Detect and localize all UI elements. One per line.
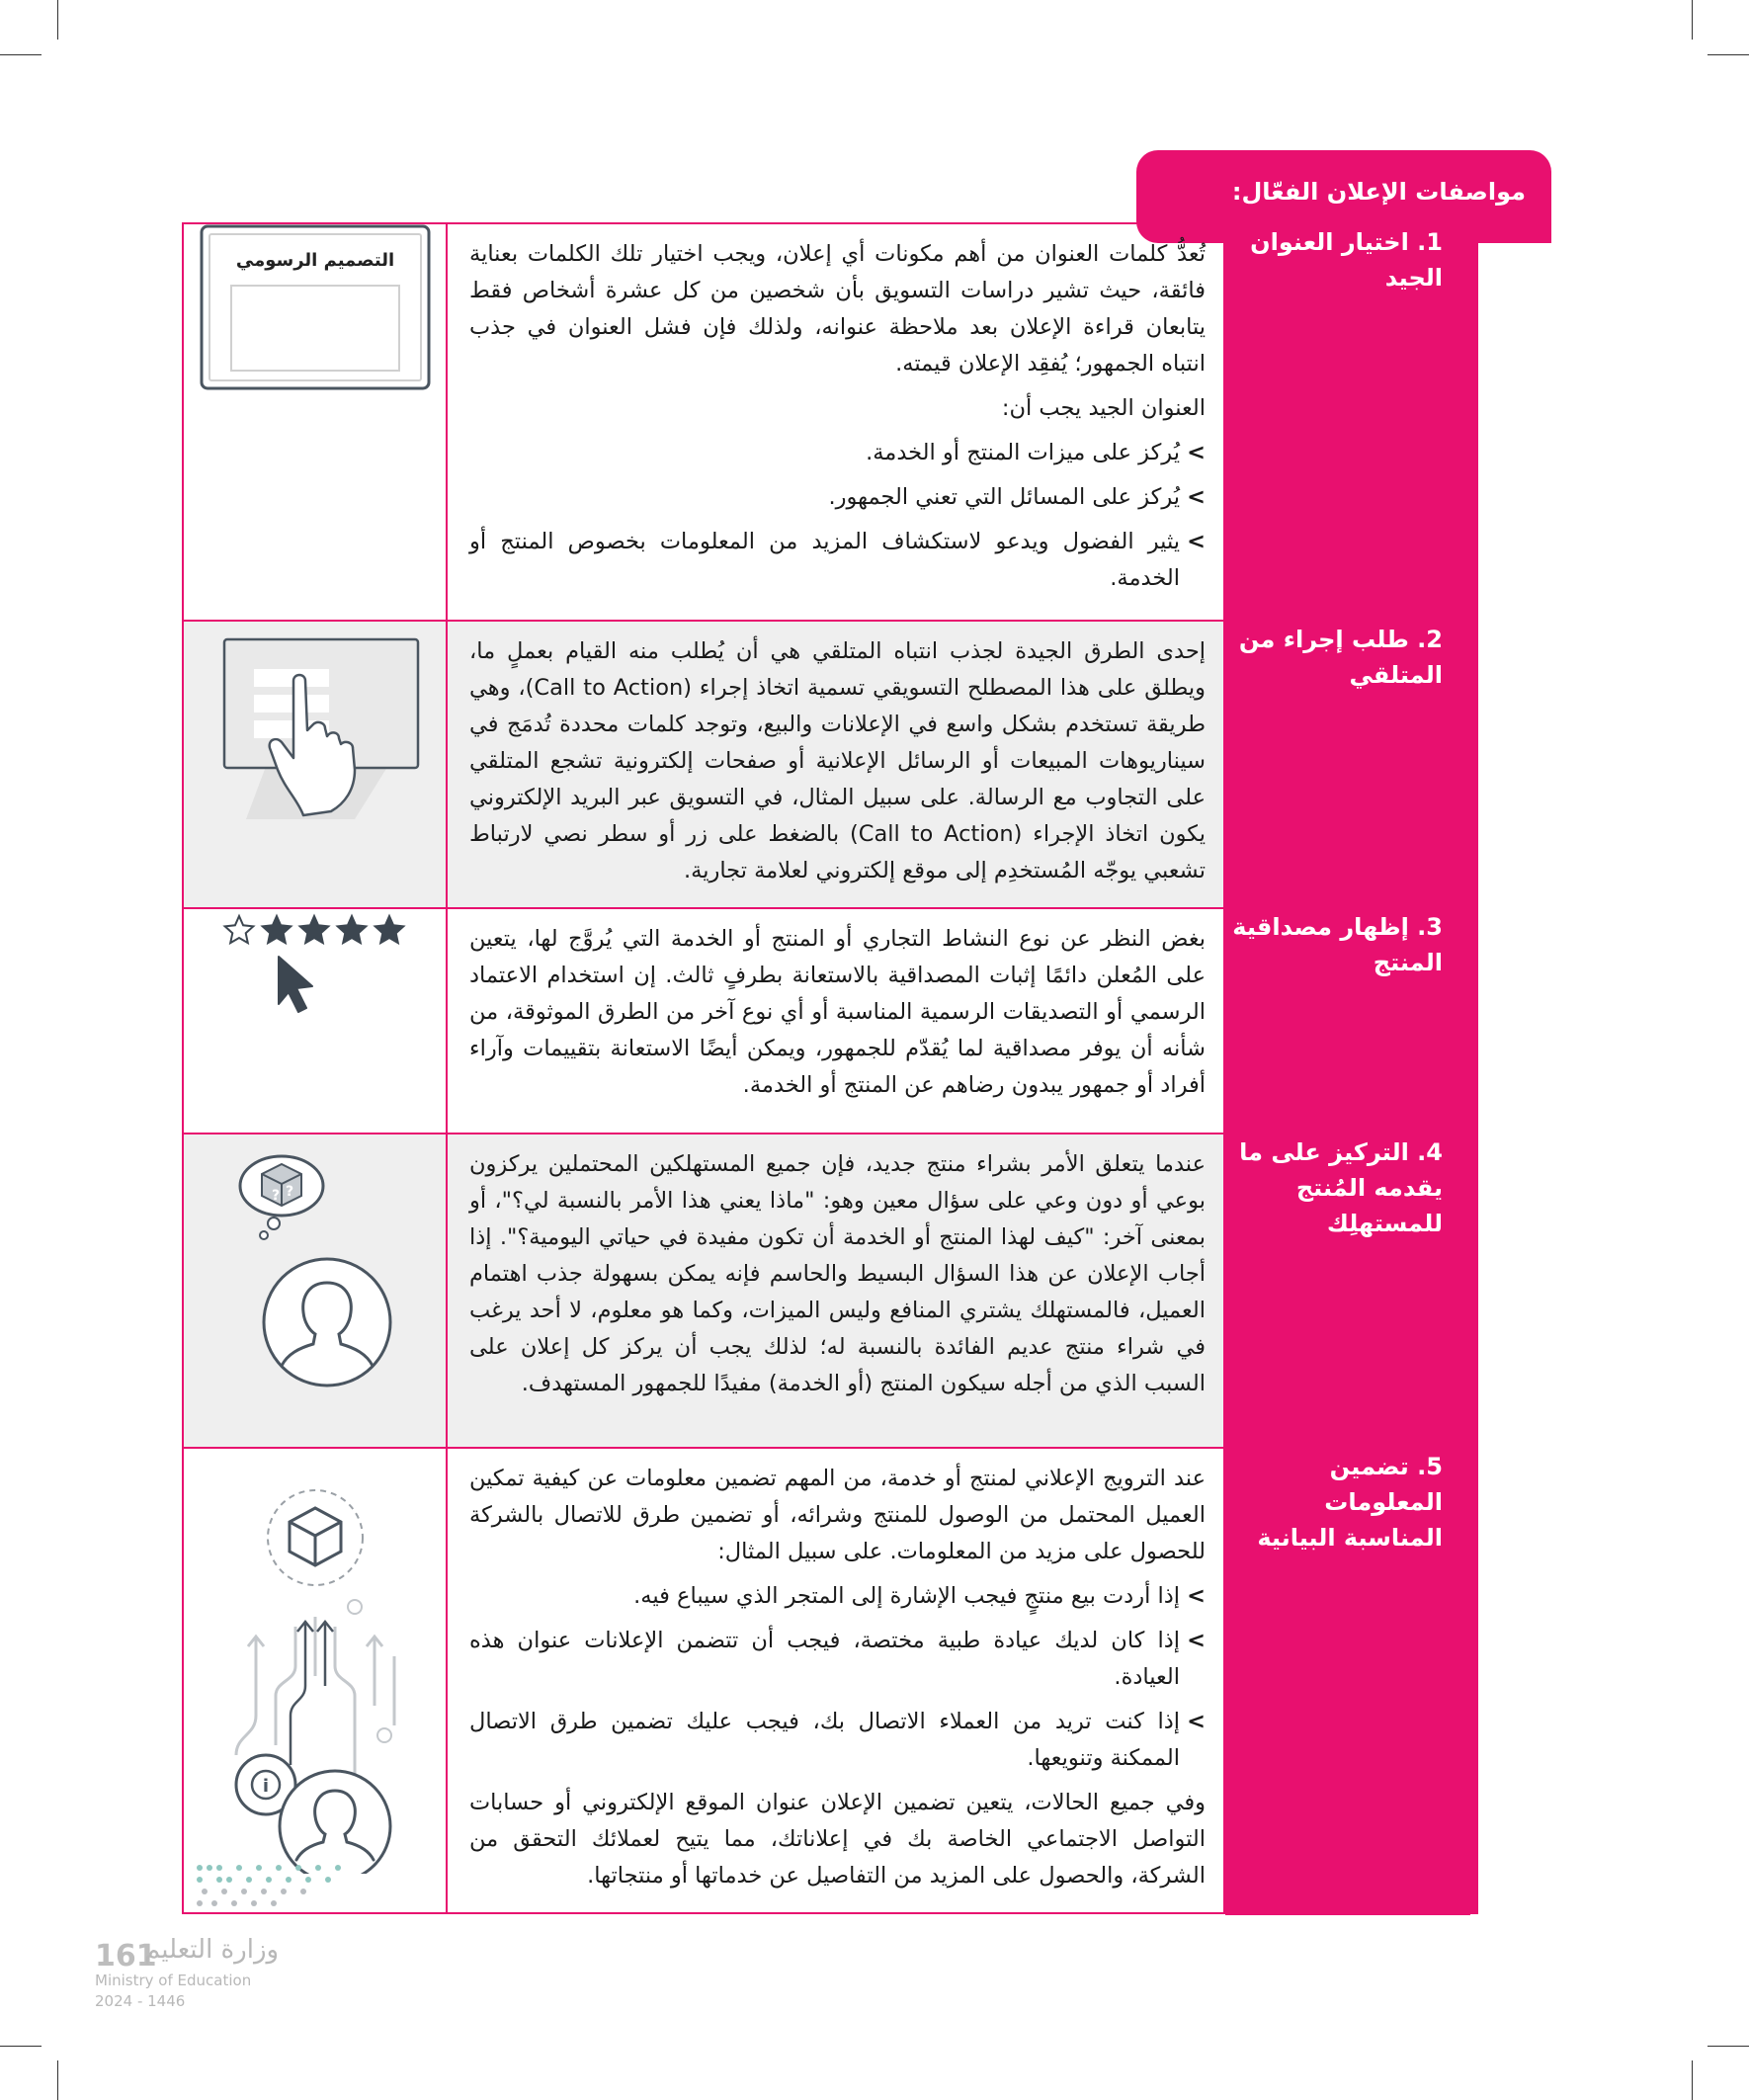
bullet-item	[469, 479, 1206, 516]
arrow-bullet-icon: >	[1187, 1583, 1206, 1609]
bullet-item	[469, 1704, 1206, 1777]
graphic-design-frame-icon	[200, 224, 431, 390]
crop-mark	[57, 2060, 58, 2100]
title-cell	[1224, 1134, 1477, 1448]
crop-mark	[1707, 2046, 1749, 2047]
paragraph: بغض النظر عن نوع النشاط التجاري أو المنتج أو الخدمة التي يُروَّج لها، يتعين على المُعلن دائمًا إثبات المصداقية بالاستعانة بطرفٍ ثالث. إن استخدام الاعتماد الرسمي أو التصديقات الرسمية المناسبة أو أي نوع آخر من الطرق الموثوقة، من شأنه أن يوفر مصداقية لما يُقدّم للجمهور، ويمكن أيضًا الاستعانة بتقييمات وآراء أفراد أو جمهور يبدون رضاهم عن المنتج أو الخدمة.	[469, 926, 1206, 1098]
text-cell	[447, 621, 1224, 908]
text-cell	[447, 223, 1224, 621]
star-filled-icon	[262, 916, 291, 943]
paragraph: تُعدُّ كلمات العنوان من أهم مكونات أي إعلان، ويجب اختيار تلك الكلمات بعناية فائقة، حيث تشير دراسات التسويق بأن شخصين من كل عشرة أشخاص فقط يتابعان قراءة الإعلان بعد ملاحظة عنوانه، ولذلك فإن فشل العنوان في جذب انتباه الجمهور؛ يُفقِد الإعلان قيمته.	[469, 241, 1206, 377]
svg-text:i: i	[262, 1776, 269, 1797]
image-cell	[183, 1134, 447, 1448]
section-title: مواصفات الإعلان الفعّال:	[1231, 178, 1526, 206]
paragraph: العنوان الجيد يجب أن:	[1001, 395, 1206, 421]
row-title: 5. تضمين المعلومات المناسبة البيانية	[1257, 1453, 1443, 1552]
rating-stars	[224, 916, 403, 943]
table-row	[183, 223, 1477, 621]
page-number: 161	[95, 1939, 157, 1974]
arrow-bullet-icon: >	[1187, 529, 1206, 554]
crop-mark	[57, 0, 58, 40]
bullet-item	[469, 1578, 1206, 1615]
hand-tap-screen-icon	[207, 622, 424, 819]
title-cell	[1224, 1448, 1477, 1913]
star-rating-cursor-icon	[221, 909, 409, 1018]
bullet-text: إذا كان لديك عيادة طبية مختصة، فيجب أن تتضمن الإعلانات عنوان هذه العيادة.	[469, 1628, 1180, 1690]
bullet-text: إذا كنت تريد من العملاء الاتصال بك، فيجب عليك تضمين طرق الاتصال الممكنة وتنويعها.	[469, 1709, 1180, 1771]
star-empty-icon	[224, 916, 253, 943]
ministry-name-ar: وزارة التعليم	[144, 1935, 280, 1965]
row-title: 1. اختيار العنوان الجيد	[1250, 228, 1443, 292]
paragraph: عندما يتعلق الأمر بشراء منتج جديد، فإن جميع المستهلكين المحتملين يركزون بوعي أو دون وعي على سؤال معين وهو: "ماذا يعني هذا الأمر بالنسبة لي؟"، أو بمعنى آخر: "كيف لهذا المنتج أو الخدمة أن تكون مفيدة في حياتي اليومية؟". إذا أجاب الإعلان عن هذا السؤال البسيط والحاسم فإنه يمكن بسهولة جذب اهتمام العميل، فالمستهلك يشتري المنافع وليس الميزات، وكما هو معلوم، لا أحد يرغب في شراء منتج عديم الفائدة بالنسبة له؛ لذلك يجب أن يركز كل إعلان على السبب الذي من أجله سيكون المنتج (أو الخدمة) مفيدًا للجمهور المستهدف.	[469, 1151, 1206, 1396]
closing-paragraph: وفي جميع الحالات، يتعين تضمين الإعلان عنوان الموقع الإلكتروني أو حسابات التواصل الاجتماعي الخاصة بك في إعلاناتك، مما يتيح لعملائك التحقق من الشركة، والحصول على المزيد من التفاصيل عن خدماتها أو منتجاتها.	[469, 1790, 1206, 1889]
crop-mark	[0, 2046, 42, 2047]
bullet-text: يثير الفضول ويدعو لاستكشاف المزيد من المعلومات بخصوص المنتج أو الخدمة.	[469, 529, 1180, 591]
svg-text:?: ?	[285, 1184, 293, 1200]
bullet-item	[469, 435, 1206, 471]
ministry-name-en: Ministry of Education	[95, 1972, 252, 1989]
bullet-text: يُركز على المسائل التي تعني الجمهور.	[828, 484, 1180, 510]
text-cell	[447, 1134, 1224, 1448]
arrow-bullet-icon: >	[1187, 1709, 1206, 1734]
paragraph: إحدى الطرق الجيدة لجذب انتباه المتلقي هي أن يُطلب منه القيام بعملٍ ما، ويطلق على هذا المصطلح التسويقي تسمية اتخاذ إجراء (Call to Action)، وهي طريقة تستخدم بشكل واسع في الإعلانات والبيع، وتوجد كلمات محددة تُدمَج في سيناريوهات المبيعات أو الرسائل الإعلانية أو صفحات إلكترونية تشجع المتلقي على التجاوب مع الرسالة. على سبيل المثال، في التسويق عبر البريد الإلكتروني يكون اتخاذ الإجراء (Call to Action) بالضغط على زر أو سطر نصي لارتباط تشعبي يوجّه المُستخدِم إلى موقع إلكتروني لعلامة تجارية.	[469, 638, 1207, 883]
title-cell	[1224, 621, 1477, 908]
table-row	[183, 1448, 1477, 1913]
table-row	[183, 1134, 1477, 1448]
bullet-text: يُركز على ميزات المنتج أو الخدمة.	[866, 440, 1180, 465]
arrow-bullet-icon: >	[1187, 484, 1206, 510]
crop-mark	[1707, 54, 1749, 55]
image-cell	[183, 1448, 447, 1913]
table-row	[183, 621, 1477, 908]
row-title: 2. طلب إجراء من المتلقي	[1238, 626, 1443, 689]
crop-mark	[0, 54, 42, 55]
design-label: التصميم الرسومي	[235, 250, 394, 271]
spec-table	[182, 222, 1478, 1914]
row-title: 3. إظهار مصداقية المنتج	[1232, 913, 1443, 976]
crop-mark	[1692, 2060, 1693, 2100]
image-cell	[183, 908, 447, 1134]
bullet-item	[469, 1623, 1206, 1696]
bullet-text: إذا أردت بيع منتجٍ فيجب الإشارة إلى المتجر الذي سيباع فيه.	[633, 1583, 1180, 1609]
star-filled-icon	[299, 916, 328, 943]
thinking-person-icon	[216, 1134, 414, 1391]
title-cell	[1224, 223, 1477, 621]
image-cell	[183, 621, 447, 908]
row-title: 4. التركيز على ما يقدمه المُنتج للمستهلِك	[1239, 1138, 1443, 1237]
crop-mark	[1692, 0, 1693, 40]
text-cell	[447, 1448, 1224, 1913]
bullet-item	[469, 524, 1206, 597]
table-row	[183, 908, 1477, 1134]
title-cell	[1224, 908, 1477, 1134]
edition-year: 2024 - 1446	[95, 1992, 186, 2010]
svg-text:?: ?	[271, 1188, 280, 1204]
arrow-bullet-icon: >	[1187, 1628, 1206, 1653]
star-filled-icon	[337, 916, 366, 943]
arrow-bullet-icon: >	[1187, 440, 1206, 465]
star-filled-icon	[375, 916, 403, 943]
info-network-person-icon	[197, 1478, 434, 1874]
paragraph: عند الترويج الإعلاني لمنتج أو خدمة، من المهم تضمين معلومات عن كيفية تمكين العميل المحتمل من الوصول للمنتج وشرائه، أو تضمين طرق للاتصال بالشركة للحصول على مزيد من المعلومات. على سبيل المثال:	[469, 1466, 1206, 1564]
image-cell	[183, 223, 447, 621]
text-cell	[447, 908, 1224, 1134]
ministry-logo-icon	[180, 1848, 358, 1927]
